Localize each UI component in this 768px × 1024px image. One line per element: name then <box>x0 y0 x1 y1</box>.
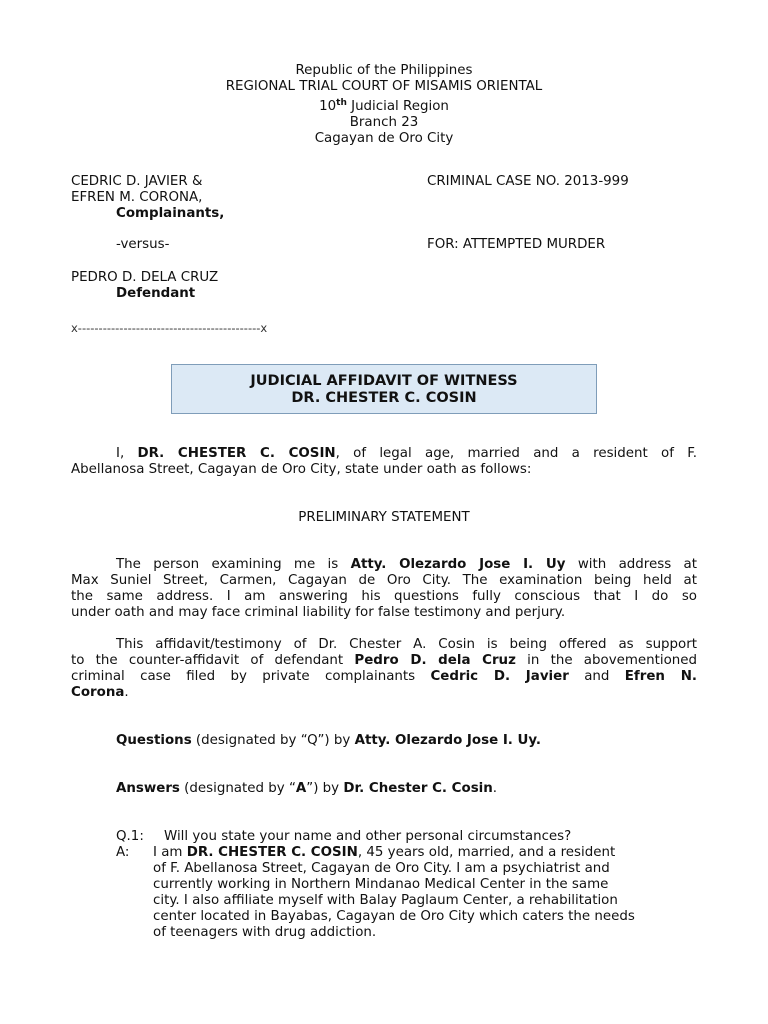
offer-line-1: This affidavit/testimony of Dr. Chester A. Cosin is being offered as support <box>116 637 697 652</box>
questions-designation: Questions (designated by “Q”) by Atty. Olezardo Jose I. Uy. <box>116 733 542 748</box>
defendant-ref: Pedro D. dela Cruz <box>354 653 516 668</box>
witness-name: DR. CHESTER C. COSIN <box>137 446 336 461</box>
answer-1-line-1: I am DR. CHESTER C. COSIN, 45 years old, married, and a resident <box>153 845 616 860</box>
offense: FOR: ATTEMPTED MURDER <box>427 237 606 252</box>
complainant-ref-1: Cedric D. Javier <box>430 669 569 684</box>
examiner-line-1: The person examining me is Atty. Olezardo Jose I. Uy with address at <box>116 557 697 572</box>
complainant-2: EFREN M. CORONA, <box>71 190 203 205</box>
examiner-line-2: Max Suniel Street, Carmen, Cagayan de Oro City. The examination being held at <box>71 573 697 588</box>
answer-1-line-2: of F. Abellanosa Street, Cagayan de Oro City. I am a psychiatrist and <box>153 861 610 876</box>
examiner-line-4: under oath and may face criminal liability for false testimony and perjury. <box>71 605 566 620</box>
complainant-ref-2a: Efren N. <box>624 669 697 684</box>
intro-line-2: Abellanosa Street, Cagayan de Oro City, state under oath as follows: <box>71 462 532 477</box>
header-region <box>0 95 768 115</box>
versus-label: -versus- <box>116 237 170 252</box>
caption-separator: x--------------------------------------------x <box>71 321 268 335</box>
examiner-line-3: the same address. I am answering his questions fully conscious that I do so <box>71 589 697 604</box>
defendant-name: PEDRO D. DELA CRUZ <box>71 270 219 285</box>
question-1-label: Q.1: <box>116 829 144 844</box>
answer-1-line-6: of teenagers with drug addiction. <box>153 925 377 940</box>
offer-line-3: criminal case filed by private complainants Cedric D. Javier and Efren N. <box>71 669 697 684</box>
header-republic: Republic of the Philippines <box>295 63 473 78</box>
intro-paragraph <box>71 446 697 478</box>
affidavit-title: JUDICIAL AFFIDAVIT OF WITNESS <box>250 373 518 389</box>
intro-line-1: I, DR. CHESTER C. COSIN, of legal age, married and a resident of F. <box>116 446 698 461</box>
region-number: 10 <box>319 99 337 114</box>
header-court: REGIONAL TRIAL COURT OF MISAMIS ORIENTAL <box>225 79 543 94</box>
case-number: CRIMINAL CASE NO. 2013-999 <box>427 174 629 189</box>
examiner-name: Atty. Olezardo Jose I. Uy <box>350 557 566 572</box>
question-1-text: Will you state your name and other personal circumstances? <box>164 829 572 844</box>
examiner-paragraph <box>71 557 697 621</box>
complainants-label: Complainants, <box>116 206 225 221</box>
offer-line-4: Corona. <box>71 685 129 700</box>
affidavit-title-box <box>171 364 597 414</box>
offer-paragraph <box>71 637 697 701</box>
complainant-1: CEDRIC D. JAVIER & <box>71 174 203 189</box>
answer-1-line-3: currently working in Northern Mindanao Medical Center in the same <box>153 877 609 892</box>
region-superscript: th <box>336 98 347 108</box>
witness-name-title: DR. CHESTER C. COSIN <box>291 390 477 406</box>
offer-line-2: to the counter-affidavit of defendant Pedro D. dela Cruz in the abovementioned <box>71 653 698 668</box>
answers-designation: Answers (designated by “A”) by Dr. Chester C. Cosin. <box>116 781 498 796</box>
preliminary-heading: PRELIMINARY STATEMENT <box>298 510 470 525</box>
answer-1-label: A: <box>116 845 130 860</box>
region-text: Judicial Region <box>346 99 449 114</box>
answer-1-line-4: city. I also affiliate myself with Balay Paglaum Center, a rehabilitation <box>153 893 618 908</box>
header-city: Cagayan de Oro City <box>314 131 454 146</box>
answer-1-line-5: center located in Bayabas, Cagayan de Oro City which caters the needs <box>153 909 635 924</box>
header-branch: Branch 23 <box>349 115 419 130</box>
court-header <box>0 63 768 147</box>
defendant-label: Defendant <box>116 286 196 301</box>
complainant-ref-2b: Corona <box>71 685 125 700</box>
